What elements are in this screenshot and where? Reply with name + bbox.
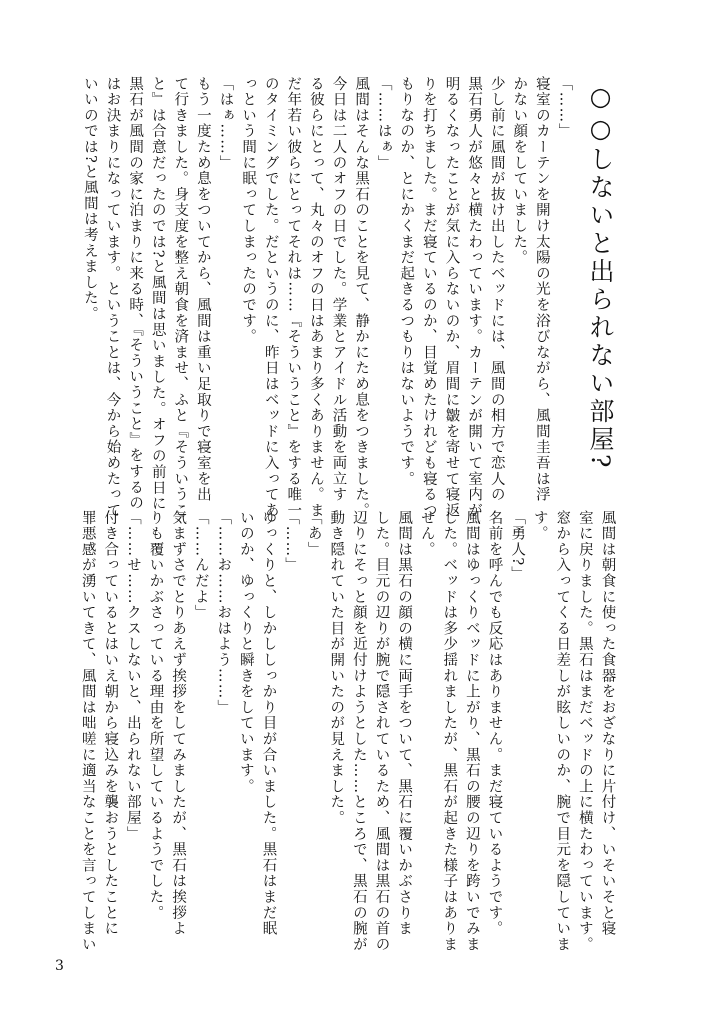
upper-text-line: 「……」 [556, 76, 573, 140]
upper-text-line: る彼らにとって、丸々のオフの日はあまり多くありません。ま [307, 76, 324, 519]
upper-text-line: だ年若い彼らにとってそれは……『そういうこと』をする唯一 [285, 76, 302, 519]
lower-text-line: した。ベッドは多少揺れましたが、黒石が起きた様子はありま [441, 510, 458, 953]
upper-text-line: いいのでは?と風間は考えました。 [81, 76, 98, 323]
lower-text-line: 窓から入ってくる日差しが眩しいのか、腕で目元を隠していま [554, 510, 571, 953]
upper-text-line: もりなのか、とにかくまだ起きるつもりはないようです。 [398, 76, 415, 487]
upper-text-line: もう一度ため息をついてから、風間は重い足取りで寝室を出 [194, 76, 211, 503]
lower-text-line: 風間は黒石の顔の横に両手をついて、黒石に覆いかぶさりま [396, 510, 413, 937]
lower-text-line: 「……」 [283, 510, 300, 574]
upper-text-line: て行きました。身支度を整え朝食を済ませ、ふと『そういうこ [172, 76, 189, 519]
upper-text-line: 黒石勇人が悠々と横たわっています。カーテンが開いて室内が [466, 76, 483, 519]
lower-text-line: 罪悪感が湧いてきて、風間は咄嗟に適当なことを言ってしまい [79, 510, 96, 953]
upper-text-line: 黒石が風間の家に泊まりに来る時、『そういうこと』をするの [127, 76, 144, 512]
upper-text-line: 明るくなったことが気に入らないのか、眉間に皺を寄せて寝返 [443, 76, 460, 519]
upper-text-line: 「……はぁ」 [375, 76, 392, 171]
upper-text-line: りを打ちました。まだ寝ているのか、目覚めたけれども寝るつ [420, 76, 437, 519]
lower-text-line: せん。 [418, 510, 435, 558]
upper-text-line: と』は合意だったのでは?と風間は思いました。オフの前日に [149, 76, 166, 512]
upper-text-line: 寝室のカーテンを開け太陽の光を浴びながら、風間圭吾は浮 [533, 76, 550, 503]
lower-text-line: 「勇人?」 [509, 510, 526, 583]
lower-text-line: 付き合っているとはいえ朝から寝込みを襲おうとしたことに [102, 510, 119, 937]
upper-text-line: はお決まりになっています。ということは、今から始めたって [104, 76, 121, 519]
upper-text-line: 少し前に風間が抜け出したベッドには、風間の相方で恋人の [488, 76, 505, 503]
lower-text-line: した。目元の辺りが腕で隠されているため、風間は黒石の首の [373, 510, 390, 953]
lower-text-line: 「……んだよ」 [192, 510, 209, 621]
upper-text-line: 「はぁ……」 [217, 76, 234, 171]
lower-text-line: 動き隠れていた目が開いたのが見えました。 [328, 510, 345, 826]
lower-text-line: いのか、ゆっくりと瞬きをしています。 [237, 510, 254, 795]
page-number: 3 [55, 958, 64, 974]
lower-text-line: 「……せ……クスしないと、出られない部屋」 [124, 510, 141, 842]
lower-text-line: ゆっくりと、しかししっかり目が合いました。黒石はまだ眠 [260, 510, 277, 937]
lower-text-line: す。 [531, 510, 548, 542]
lower-text-line: 辺りにそっと顔を近付けようとした……ところで、黒石の腕が [350, 510, 367, 953]
lower-text-line: 風間はゆっくりベッドに上がり、黒石の腰の辺りを跨いでみま [463, 510, 480, 953]
upper-text-line: のタイミングでした。だというのに、昨日はベッドに入ってあ [262, 76, 279, 519]
lower-text-line: りも覆いかぶさっている理由を所望しているようでした。 [147, 510, 164, 921]
lower-text-line: 「……お……おはよう……」 [215, 510, 232, 716]
lower-text-line: 「あ」 [305, 510, 322, 558]
lower-text-line: 風間は朝食に使った食器をおざなりに片付け、いそいそと寝 [599, 510, 616, 937]
lower-text-line: 気まずさでとりあえず挨拶をしてみましたが、黒石は挨拶よ [170, 510, 187, 937]
upper-text-line: 今日は二人のオフの日でした。学業とアイドル活動を両立す [330, 76, 347, 503]
lower-text-line: 室に戻りました。黒石はまだベッドの上に横たわっています。 [576, 510, 593, 953]
page-title: ○○しないと出られない部屋? [586, 82, 615, 471]
lower-text-line: 名前を呼んでも反応はありません。まだ寝ているようです。 [486, 510, 503, 937]
upper-text-line: 風間はそんな黒石のことを見て、静かにため息をつきました。 [353, 76, 370, 519]
upper-text-line: っという間に眠ってしまったのです。 [240, 76, 257, 345]
upper-text-line: かない顔をしていました。 [511, 76, 528, 266]
